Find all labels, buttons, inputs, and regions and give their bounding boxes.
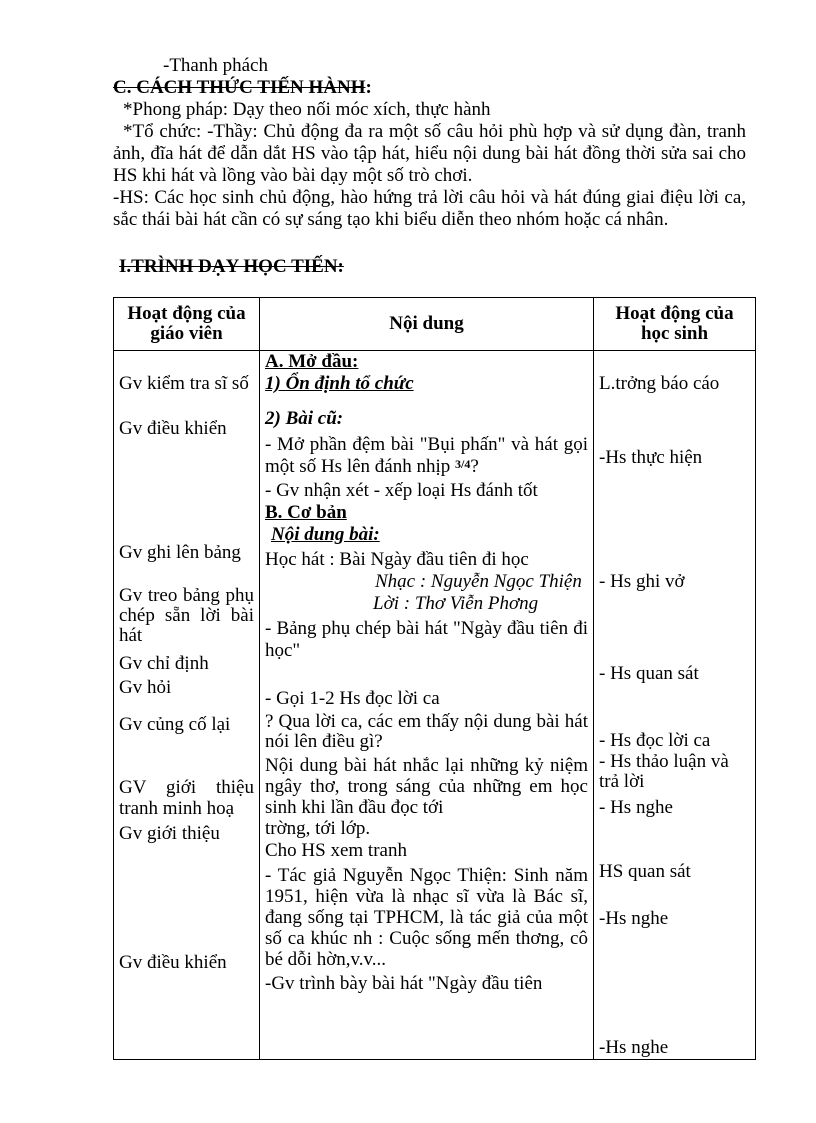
hs-nghe-1: - Hs nghe	[599, 797, 673, 818]
content-goi-hs: - Gọi 1-2 Hs đọc lời ca	[265, 688, 440, 709]
header-content: Nội dung	[260, 298, 594, 351]
hs-ghi-vo: - Hs ghi vở	[599, 571, 685, 592]
section-c-title: C. CÁCH THỨC TIẾN HÀNH	[113, 77, 366, 98]
method-line: *Phong pháp: Dạy theo nối móc xích, thực hành	[123, 99, 491, 120]
gv-hoi: Gv hỏi	[119, 677, 172, 698]
teacher-column	[114, 351, 260, 1060]
subheading-bai-cu: 2) Bài cũ:	[265, 408, 344, 429]
hs-thuc-hien: -Hs thực hiện	[599, 447, 703, 468]
content-column	[260, 351, 594, 1060]
header-student: Hoạt động của học sinh	[594, 298, 756, 351]
subheading-noi-dung-bai: Nội dung bài:	[271, 524, 380, 545]
content-hoc-hat: Học hát : Bài Ngày đầu tiên đi học	[265, 549, 529, 570]
table-header-row	[114, 298, 756, 351]
heading-co-ban: B. Cơ bản	[265, 502, 347, 523]
item-thanh-phach: -Thanh phách	[163, 55, 268, 76]
section-c-heading	[113, 77, 372, 99]
content-noi-dung: Nội dung bài hát nhắc lại những kỷ niệm ngây thơ, trong sáng của những em học sinh khi lần đầu đọc tới	[265, 755, 588, 818]
heading-mo-dau: A. Mở đầu:	[265, 351, 359, 372]
hs-nghe-2: -Hs nghe	[599, 908, 669, 929]
student-column	[594, 351, 756, 1060]
content-tac-gia: - Tác giả Nguyễn Ngọc Thiện: Sinh năm 1951, hiện vừa là nhạc sĩ vừa là Bác sĩ, đang sống tại TPHCM, là tác giả của một số ca khúc nh : Cuộc sống mến thơng, cô bé dỗi hờn,v.v...	[265, 865, 588, 970]
gv-dieu-khien-1: Gv điều khiển	[119, 418, 227, 439]
section-c-colon: :	[365, 77, 372, 98]
hs-quan-sat: - Hs quan sát	[599, 663, 699, 684]
content-xem-tranh: Cho HS xem tranh	[265, 840, 407, 861]
gv-cung-co: Gv củng cố lại	[119, 714, 231, 735]
content-mo-phan-dem-text: - Mở phần đệm bài "Bụi phấn" và hát gọi một số Hs lên đánh nhịp	[265, 434, 588, 477]
hs-lop-truong: L.trởng báo cáo	[599, 373, 720, 394]
organization-paragraph: *Tổ chức: -Thầy: Chủ động đa ra một số câu hỏi phù hợp và sử dụng đàn, tranh ảnh, đĩa hát để dẫn dắt HS vào tập hát, hiểu nội dung bài hát đồng thời sửa sai cho HS khi hát và lồng vào bài dạy một số trò chơi.	[113, 121, 746, 186]
gv-ghi-len-bang: Gv ghi lên bảng	[119, 542, 241, 563]
content-nhac: Nhạc : Nguyễn Ngọc Thiện	[375, 571, 582, 592]
hs-nghe-3: -Hs nghe	[599, 1037, 669, 1058]
lesson-plan-table	[113, 297, 756, 1060]
hs-quan-sat-tranh: HS quan sát	[599, 861, 691, 882]
header-teacher: Hoạt động của giáo viên	[114, 298, 260, 351]
content-loi: Lời : Thơ Viễn Phơng	[373, 593, 539, 614]
hs-thao-luan: - Hs thảo luận và trả lời	[599, 751, 729, 792]
hs-doc-loi-ca: - Hs đọc lời ca	[599, 730, 711, 751]
content-bang-phu: - Bảng phụ chép bài hát "Ngày đầu tiên đi học"	[265, 618, 588, 661]
content-mo-phan-dem	[265, 434, 588, 478]
section-i-title: I.TRÌNH DẠY HỌC TIẾN:	[119, 256, 344, 277]
table-body-row	[114, 351, 756, 1060]
student-paragraph: -HS: Các học sinh chủ động, hào hứng trả lời câu hỏi và hát đúng giai điệu lời ca, sắc thái bài hát cần có sự sáng tạo khi biểu diễn theo nhóm hoặc cá nhân.	[113, 187, 746, 230]
time-signature: 3/4	[455, 457, 471, 471]
gv-gioi-thieu-tranh: GV giới thiệu tranh minh hoạ	[119, 777, 254, 819]
gv-dieu-khien-2: Gv điều khiển	[119, 952, 227, 973]
gv-kiem-tra: Gv kiểm tra sĩ số	[119, 373, 249, 394]
gv-treo-bang: Gv treo bảng phụ chép sẵn lời bài hát	[119, 585, 254, 646]
content-nhan-xet: - Gv nhận xét - xếp loại Hs đánh tốt	[265, 480, 538, 501]
content-qua-loi-ca: ? Qua lời ca, các em thấy nội dung bài hát nói lên điều gì?	[265, 711, 588, 752]
subheading-on-dinh: 1) Ổn định tổ chức	[265, 373, 414, 394]
gv-chi-dinh: Gv chỉ định	[119, 653, 209, 674]
question-mark: ?	[470, 456, 479, 477]
content-gv-trinh-bay: -Gv trình bày bài hát "Ngày đầu tiên	[265, 973, 543, 994]
content-truong-lop: trờng, tới lớp.	[265, 818, 371, 839]
gv-gioi-thieu: Gv giới thiệu	[119, 823, 220, 844]
